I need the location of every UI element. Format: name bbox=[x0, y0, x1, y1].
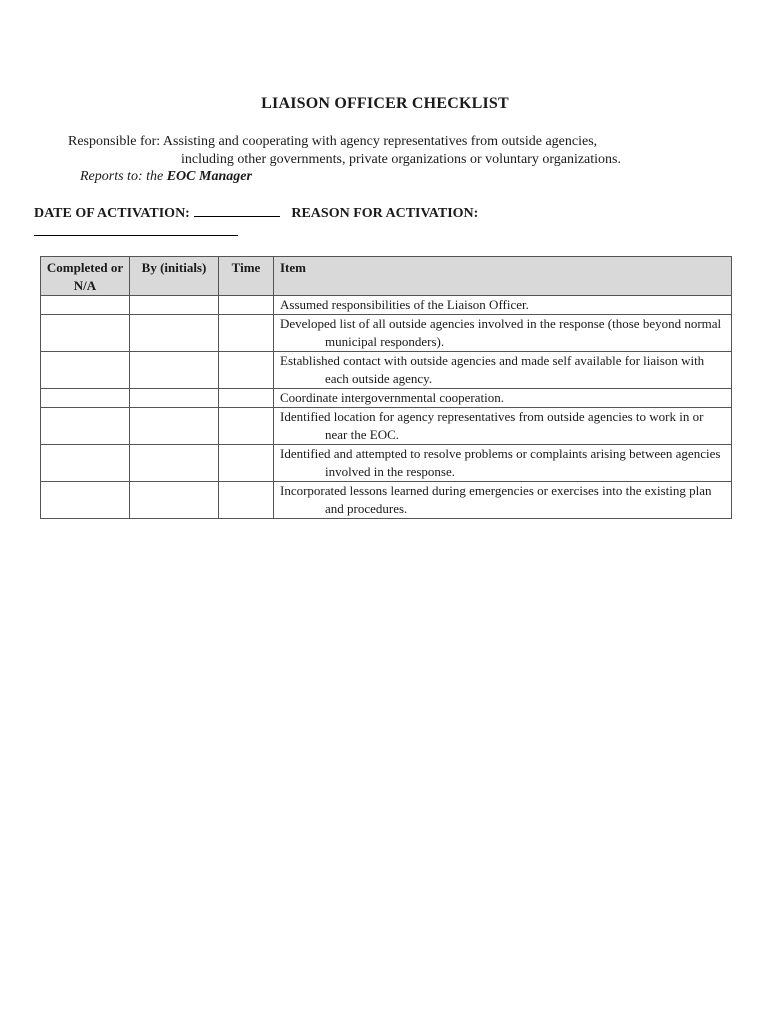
item-text: Coordinate intergovernmental cooperation. bbox=[280, 390, 504, 405]
time-cell[interactable] bbox=[219, 352, 274, 389]
responsible-line-1 bbox=[68, 133, 621, 151]
item-text: Identified location for agency representatives from outside agencies to work in or near the EOC. bbox=[280, 409, 704, 442]
reports-prefix: Reports to: the bbox=[80, 169, 167, 184]
responsible-for-block bbox=[68, 133, 621, 169]
table-row bbox=[41, 315, 732, 352]
initials-cell[interactable] bbox=[130, 296, 219, 315]
reason-for-activation-blank[interactable] bbox=[34, 235, 238, 236]
item-text: Incorporated lessons learned during emergencies or exercises into the existing plan and procedures. bbox=[280, 483, 712, 516]
date-of-activation-label: DATE OF ACTIVATION: bbox=[34, 206, 190, 221]
table-row bbox=[41, 389, 732, 408]
item-cell bbox=[274, 408, 732, 445]
initials-cell[interactable] bbox=[130, 315, 219, 352]
completed-cell[interactable] bbox=[41, 389, 130, 408]
item-text: Assumed responsibilities of the Liaison Officer. bbox=[280, 297, 529, 312]
page-title: LIAISON OFFICER CHECKLIST bbox=[261, 95, 509, 112]
responsible-label: Responsible for: bbox=[68, 134, 161, 149]
item-cell bbox=[274, 445, 732, 482]
initials-cell[interactable] bbox=[130, 445, 219, 482]
completed-cell[interactable] bbox=[41, 408, 130, 445]
time-cell[interactable] bbox=[219, 315, 274, 352]
completed-cell[interactable] bbox=[41, 352, 130, 389]
item-cell bbox=[274, 482, 732, 519]
initials-cell[interactable] bbox=[130, 389, 219, 408]
time-cell[interactable] bbox=[219, 408, 274, 445]
table-row bbox=[41, 482, 732, 519]
table-row bbox=[41, 445, 732, 482]
table-row bbox=[41, 352, 732, 389]
reason-for-activation-label: REASON FOR ACTIVATION: bbox=[291, 206, 479, 221]
item-text: Developed list of all outside agencies involved in the response (those beyond normal municipal responders). bbox=[280, 316, 722, 349]
table-row bbox=[41, 408, 732, 445]
item-cell bbox=[274, 296, 732, 315]
completed-cell[interactable] bbox=[41, 482, 130, 519]
item-text: Identified and attempted to resolve problems or complaints arising between agencies involved in the response. bbox=[280, 446, 721, 479]
checklist-table bbox=[40, 256, 732, 519]
date-of-activation-blank[interactable] bbox=[194, 204, 280, 217]
header-time: Time bbox=[219, 257, 274, 296]
responsible-text-1: Assisting and cooperating with agency representatives from outside agencies, bbox=[162, 134, 598, 149]
reports-manager: EOC Manager bbox=[166, 169, 252, 184]
time-cell[interactable] bbox=[219, 445, 274, 482]
activation-line bbox=[34, 204, 478, 222]
completed-cell[interactable] bbox=[41, 445, 130, 482]
reports-to bbox=[80, 169, 252, 185]
initials-cell[interactable] bbox=[130, 482, 219, 519]
time-cell[interactable] bbox=[219, 389, 274, 408]
initials-cell[interactable] bbox=[130, 408, 219, 445]
item-cell bbox=[274, 389, 732, 408]
time-cell[interactable] bbox=[219, 482, 274, 519]
table-row bbox=[41, 296, 732, 315]
header-item: Item bbox=[274, 257, 732, 296]
item-text: Established contact with outside agencies and made self available for liaison with each outside agency. bbox=[280, 353, 705, 386]
item-cell bbox=[274, 315, 732, 352]
header-completed: Completed or N/A bbox=[41, 257, 130, 296]
item-cell bbox=[274, 352, 732, 389]
completed-cell[interactable] bbox=[41, 315, 130, 352]
table-header-row bbox=[41, 257, 732, 296]
header-by-initials: By (initials) bbox=[130, 257, 219, 296]
initials-cell[interactable] bbox=[130, 352, 219, 389]
completed-cell[interactable] bbox=[41, 296, 130, 315]
time-cell[interactable] bbox=[219, 296, 274, 315]
responsible-text-2: including other governments, private organizations or voluntary organizations. bbox=[181, 152, 621, 167]
